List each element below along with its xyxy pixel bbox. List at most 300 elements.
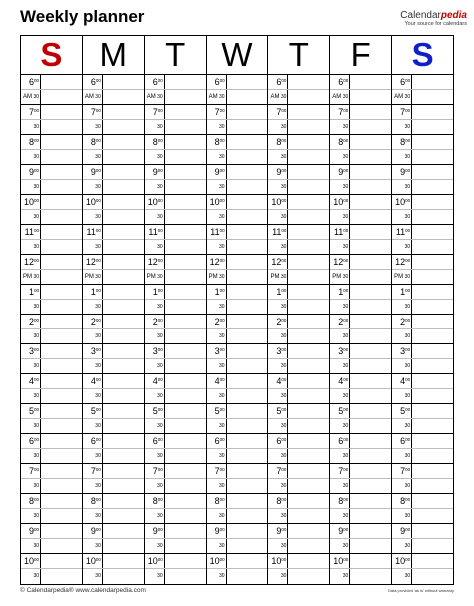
time-slot-half[interactable] (392, 539, 453, 554)
time-slot-hour[interactable] (392, 464, 453, 479)
time-slot-half[interactable] (21, 270, 82, 285)
entry-cell[interactable] (288, 329, 329, 343)
entry-cell[interactable] (227, 434, 268, 448)
time-slot-hour[interactable] (207, 135, 268, 150)
time-slot-hour[interactable] (21, 374, 82, 389)
entry-cell[interactable] (412, 300, 453, 314)
time-slot-hour[interactable] (207, 225, 268, 240)
entry-cell[interactable] (41, 240, 82, 254)
entry-cell[interactable] (412, 524, 453, 538)
entry-cell[interactable] (288, 434, 329, 448)
entry-cell[interactable] (103, 135, 144, 149)
entry-cell[interactable] (103, 344, 144, 358)
time-slot-half[interactable] (268, 120, 329, 135)
entry-cell[interactable] (227, 449, 268, 463)
entry-cell[interactable] (350, 165, 391, 179)
entry-cell[interactable] (41, 90, 82, 104)
time-slot-hour[interactable] (330, 75, 391, 90)
time-slot-hour[interactable] (145, 165, 206, 180)
time-slot-hour[interactable] (268, 524, 329, 539)
entry-cell[interactable] (350, 285, 391, 299)
time-slot-hour[interactable] (21, 285, 82, 300)
time-slot-hour[interactable] (21, 165, 82, 180)
entry-cell[interactable] (350, 135, 391, 149)
entry-cell[interactable] (412, 449, 453, 463)
time-slot-half[interactable] (392, 449, 453, 464)
entry-cell[interactable] (412, 180, 453, 194)
time-slot-hour[interactable] (83, 285, 144, 300)
time-slot-half[interactable] (145, 539, 206, 554)
time-slot-half[interactable] (21, 359, 82, 374)
entry-cell[interactable] (41, 285, 82, 299)
entry-cell[interactable] (227, 105, 268, 119)
time-slot-half[interactable] (21, 569, 82, 584)
time-slot-hour[interactable] (392, 195, 453, 210)
time-slot-hour[interactable] (21, 464, 82, 479)
entry-cell[interactable] (412, 329, 453, 343)
time-slot-half[interactable] (207, 509, 268, 524)
time-slot-hour[interactable] (207, 255, 268, 270)
entry-cell[interactable] (103, 300, 144, 314)
entry-cell[interactable] (103, 509, 144, 523)
time-slot-half[interactable] (21, 90, 82, 105)
entry-cell[interactable] (288, 344, 329, 358)
time-slot-half[interactable] (145, 90, 206, 105)
entry-cell[interactable] (103, 105, 144, 119)
entry-cell[interactable] (350, 90, 391, 104)
time-slot-half[interactable] (145, 120, 206, 135)
time-slot-hour[interactable] (268, 404, 329, 419)
entry-cell[interactable] (227, 389, 268, 403)
entry-cell[interactable] (165, 105, 206, 119)
time-slot-hour[interactable] (83, 554, 144, 569)
time-slot-half[interactable] (268, 389, 329, 404)
entry-cell[interactable] (103, 120, 144, 134)
entry-cell[interactable] (288, 554, 329, 568)
time-slot-half[interactable] (21, 120, 82, 135)
entry-cell[interactable] (412, 285, 453, 299)
time-slot-hour[interactable] (21, 225, 82, 240)
time-slot-hour[interactable] (207, 554, 268, 569)
time-slot-hour[interactable] (83, 524, 144, 539)
time-slot-half[interactable] (392, 120, 453, 135)
entry-cell[interactable] (165, 240, 206, 254)
entry-cell[interactable] (227, 464, 268, 478)
entry-cell[interactable] (288, 75, 329, 89)
time-slot-half[interactable] (268, 539, 329, 554)
entry-cell[interactable] (103, 449, 144, 463)
time-slot-hour[interactable] (21, 195, 82, 210)
entry-cell[interactable] (103, 464, 144, 478)
time-slot-half[interactable] (268, 180, 329, 195)
entry-cell[interactable] (350, 105, 391, 119)
entry-cell[interactable] (103, 150, 144, 164)
entry-cell[interactable] (165, 569, 206, 584)
time-slot-half[interactable] (145, 419, 206, 434)
entry-cell[interactable] (227, 135, 268, 149)
entry-cell[interactable] (41, 180, 82, 194)
entry-cell[interactable] (350, 195, 391, 209)
time-slot-hour[interactable] (83, 165, 144, 180)
time-slot-half[interactable] (21, 300, 82, 315)
entry-cell[interactable] (165, 464, 206, 478)
time-slot-hour[interactable] (330, 524, 391, 539)
time-slot-hour[interactable] (330, 195, 391, 210)
time-slot-hour[interactable] (83, 195, 144, 210)
entry-cell[interactable] (288, 404, 329, 418)
time-slot-hour[interactable] (268, 344, 329, 359)
entry-cell[interactable] (412, 419, 453, 433)
entry-cell[interactable] (412, 135, 453, 149)
entry-cell[interactable] (165, 120, 206, 134)
time-slot-half[interactable] (21, 329, 82, 344)
entry-cell[interactable] (103, 225, 144, 239)
entry-cell[interactable] (165, 255, 206, 269)
time-slot-hour[interactable] (83, 404, 144, 419)
entry-cell[interactable] (41, 464, 82, 478)
time-slot-half[interactable] (21, 180, 82, 195)
entry-cell[interactable] (412, 105, 453, 119)
entry-cell[interactable] (227, 90, 268, 104)
time-slot-half[interactable] (21, 150, 82, 165)
entry-cell[interactable] (227, 210, 268, 224)
time-slot-hour[interactable] (330, 225, 391, 240)
time-slot-half[interactable] (392, 479, 453, 494)
time-slot-half[interactable] (330, 180, 391, 195)
time-slot-hour[interactable] (145, 554, 206, 569)
time-slot-hour[interactable] (330, 105, 391, 120)
entry-cell[interactable] (165, 225, 206, 239)
entry-cell[interactable] (165, 539, 206, 553)
entry-cell[interactable] (41, 315, 82, 329)
entry-cell[interactable] (227, 255, 268, 269)
time-slot-half[interactable] (207, 569, 268, 584)
entry-cell[interactable] (165, 344, 206, 358)
time-slot-half[interactable] (83, 120, 144, 135)
time-slot-hour[interactable] (268, 105, 329, 120)
time-slot-half[interactable] (392, 300, 453, 315)
entry-cell[interactable] (165, 195, 206, 209)
time-slot-hour[interactable] (392, 554, 453, 569)
time-slot-hour[interactable] (207, 404, 268, 419)
time-slot-hour[interactable] (268, 255, 329, 270)
entry-cell[interactable] (165, 494, 206, 508)
entry-cell[interactable] (165, 165, 206, 179)
entry-cell[interactable] (288, 359, 329, 373)
entry-cell[interactable] (41, 165, 82, 179)
time-slot-half[interactable] (207, 449, 268, 464)
entry-cell[interactable] (103, 494, 144, 508)
entry-cell[interactable] (41, 434, 82, 448)
entry-cell[interactable] (412, 344, 453, 358)
entry-cell[interactable] (165, 329, 206, 343)
time-slot-half[interactable] (145, 329, 206, 344)
entry-cell[interactable] (350, 300, 391, 314)
time-slot-half[interactable] (392, 569, 453, 584)
entry-cell[interactable] (103, 90, 144, 104)
entry-cell[interactable] (165, 180, 206, 194)
time-slot-hour[interactable] (268, 464, 329, 479)
time-slot-half[interactable] (330, 329, 391, 344)
entry-cell[interactable] (350, 180, 391, 194)
entry-cell[interactable] (412, 479, 453, 493)
time-slot-hour[interactable] (330, 494, 391, 509)
time-slot-hour[interactable] (330, 255, 391, 270)
time-slot-hour[interactable] (392, 524, 453, 539)
time-slot-half[interactable] (145, 240, 206, 255)
time-slot-half[interactable] (207, 120, 268, 135)
entry-cell[interactable] (227, 569, 268, 584)
entry-cell[interactable] (165, 90, 206, 104)
time-slot-hour[interactable] (145, 285, 206, 300)
time-slot-hour[interactable] (207, 374, 268, 389)
entry-cell[interactable] (412, 270, 453, 284)
entry-cell[interactable] (350, 479, 391, 493)
entry-cell[interactable] (288, 374, 329, 388)
entry-cell[interactable] (288, 419, 329, 433)
time-slot-half[interactable] (83, 539, 144, 554)
time-slot-half[interactable] (392, 180, 453, 195)
time-slot-hour[interactable] (392, 494, 453, 509)
time-slot-half[interactable] (83, 509, 144, 524)
time-slot-hour[interactable] (392, 315, 453, 330)
time-slot-half[interactable] (83, 240, 144, 255)
time-slot-hour[interactable] (207, 315, 268, 330)
entry-cell[interactable] (103, 389, 144, 403)
brand-logo[interactable] (400, 10, 467, 28)
entry-cell[interactable] (350, 464, 391, 478)
time-slot-hour[interactable] (268, 225, 329, 240)
entry-cell[interactable] (350, 150, 391, 164)
time-slot-hour[interactable] (83, 255, 144, 270)
entry-cell[interactable] (165, 479, 206, 493)
entry-cell[interactable] (41, 404, 82, 418)
time-slot-half[interactable] (145, 359, 206, 374)
time-slot-hour[interactable] (83, 75, 144, 90)
time-slot-hour[interactable] (145, 524, 206, 539)
entry-cell[interactable] (412, 150, 453, 164)
entry-cell[interactable] (412, 539, 453, 553)
time-slot-hour[interactable] (21, 105, 82, 120)
entry-cell[interactable] (350, 344, 391, 358)
entry-cell[interactable] (41, 359, 82, 373)
entry-cell[interactable] (41, 509, 82, 523)
entry-cell[interactable] (412, 210, 453, 224)
entry-cell[interactable] (288, 539, 329, 553)
entry-cell[interactable] (165, 389, 206, 403)
entry-cell[interactable] (165, 300, 206, 314)
time-slot-hour[interactable] (21, 494, 82, 509)
entry-cell[interactable] (227, 315, 268, 329)
entry-cell[interactable] (165, 150, 206, 164)
time-slot-half[interactable] (392, 90, 453, 105)
entry-cell[interactable] (288, 524, 329, 538)
time-slot-hour[interactable] (83, 225, 144, 240)
time-slot-hour[interactable] (83, 494, 144, 509)
entry-cell[interactable] (412, 165, 453, 179)
time-slot-hour[interactable] (330, 344, 391, 359)
time-slot-half[interactable] (268, 150, 329, 165)
entry-cell[interactable] (227, 494, 268, 508)
time-slot-hour[interactable] (145, 105, 206, 120)
time-slot-hour[interactable] (268, 285, 329, 300)
time-slot-hour[interactable] (330, 554, 391, 569)
time-slot-hour[interactable] (21, 434, 82, 449)
time-slot-half[interactable] (207, 389, 268, 404)
entry-cell[interactable] (165, 285, 206, 299)
time-slot-half[interactable] (330, 300, 391, 315)
time-slot-hour[interactable] (330, 464, 391, 479)
time-slot-hour[interactable] (207, 464, 268, 479)
time-slot-half[interactable] (207, 329, 268, 344)
time-slot-hour[interactable] (145, 255, 206, 270)
time-slot-half[interactable] (21, 419, 82, 434)
entry-cell[interactable] (350, 374, 391, 388)
time-slot-hour[interactable] (392, 165, 453, 180)
time-slot-half[interactable] (330, 539, 391, 554)
time-slot-hour[interactable] (207, 165, 268, 180)
time-slot-half[interactable] (207, 419, 268, 434)
entry-cell[interactable] (412, 240, 453, 254)
time-slot-half[interactable] (330, 210, 391, 225)
time-slot-half[interactable] (145, 509, 206, 524)
time-slot-half[interactable] (207, 180, 268, 195)
time-slot-half[interactable] (268, 329, 329, 344)
time-slot-hour[interactable] (392, 135, 453, 150)
entry-cell[interactable] (165, 359, 206, 373)
entry-cell[interactable] (165, 404, 206, 418)
time-slot-half[interactable] (83, 449, 144, 464)
entry-cell[interactable] (412, 75, 453, 89)
time-slot-half[interactable] (207, 359, 268, 374)
entry-cell[interactable] (165, 419, 206, 433)
time-slot-hour[interactable] (145, 135, 206, 150)
entry-cell[interactable] (227, 524, 268, 538)
entry-cell[interactable] (350, 225, 391, 239)
entry-cell[interactable] (288, 464, 329, 478)
entry-cell[interactable] (103, 374, 144, 388)
entry-cell[interactable] (350, 509, 391, 523)
time-slot-hour[interactable] (83, 434, 144, 449)
time-slot-half[interactable] (392, 419, 453, 434)
time-slot-hour[interactable] (268, 165, 329, 180)
time-slot-half[interactable] (268, 210, 329, 225)
entry-cell[interactable] (103, 329, 144, 343)
entry-cell[interactable] (227, 270, 268, 284)
entry-cell[interactable] (165, 434, 206, 448)
entry-cell[interactable] (227, 120, 268, 134)
time-slot-hour[interactable] (145, 464, 206, 479)
time-slot-hour[interactable] (145, 344, 206, 359)
entry-cell[interactable] (350, 389, 391, 403)
time-slot-half[interactable] (83, 210, 144, 225)
entry-cell[interactable] (165, 270, 206, 284)
time-slot-half[interactable] (330, 389, 391, 404)
entry-cell[interactable] (103, 404, 144, 418)
time-slot-half[interactable] (21, 539, 82, 554)
entry-cell[interactable] (227, 359, 268, 373)
entry-cell[interactable] (227, 419, 268, 433)
time-slot-half[interactable] (330, 359, 391, 374)
entry-cell[interactable] (165, 135, 206, 149)
time-slot-half[interactable] (83, 359, 144, 374)
entry-cell[interactable] (103, 419, 144, 433)
entry-cell[interactable] (288, 300, 329, 314)
entry-cell[interactable] (288, 285, 329, 299)
entry-cell[interactable] (227, 554, 268, 568)
time-slot-hour[interactable] (207, 105, 268, 120)
entry-cell[interactable] (412, 494, 453, 508)
time-slot-half[interactable] (83, 300, 144, 315)
time-slot-hour[interactable] (392, 374, 453, 389)
entry-cell[interactable] (288, 255, 329, 269)
entry-cell[interactable] (227, 225, 268, 239)
time-slot-half[interactable] (330, 240, 391, 255)
entry-cell[interactable] (227, 165, 268, 179)
time-slot-half[interactable] (83, 329, 144, 344)
time-slot-half[interactable] (330, 419, 391, 434)
entry-cell[interactable] (103, 255, 144, 269)
time-slot-hour[interactable] (83, 344, 144, 359)
time-slot-half[interactable] (330, 90, 391, 105)
time-slot-half[interactable] (145, 300, 206, 315)
time-slot-hour[interactable] (21, 75, 82, 90)
entry-cell[interactable] (103, 180, 144, 194)
entry-cell[interactable] (350, 524, 391, 538)
time-slot-half[interactable] (207, 270, 268, 285)
time-slot-half[interactable] (207, 539, 268, 554)
entry-cell[interactable] (288, 315, 329, 329)
entry-cell[interactable] (288, 180, 329, 194)
entry-cell[interactable] (41, 419, 82, 433)
time-slot-hour[interactable] (392, 255, 453, 270)
entry-cell[interactable] (412, 90, 453, 104)
entry-cell[interactable] (288, 210, 329, 224)
time-slot-hour[interactable] (392, 404, 453, 419)
entry-cell[interactable] (165, 449, 206, 463)
time-slot-half[interactable] (268, 419, 329, 434)
time-slot-hour[interactable] (21, 404, 82, 419)
entry-cell[interactable] (41, 539, 82, 553)
time-slot-half[interactable] (145, 449, 206, 464)
time-slot-hour[interactable] (207, 344, 268, 359)
time-slot-half[interactable] (83, 569, 144, 584)
time-slot-half[interactable] (145, 270, 206, 285)
entry-cell[interactable] (350, 419, 391, 433)
time-slot-hour[interactable] (268, 554, 329, 569)
entry-cell[interactable] (103, 210, 144, 224)
entry-cell[interactable] (41, 374, 82, 388)
entry-cell[interactable] (227, 539, 268, 553)
time-slot-hour[interactable] (83, 374, 144, 389)
entry-cell[interactable] (350, 75, 391, 89)
entry-cell[interactable] (288, 90, 329, 104)
entry-cell[interactable] (103, 270, 144, 284)
entry-cell[interactable] (103, 554, 144, 568)
time-slot-half[interactable] (330, 150, 391, 165)
entry-cell[interactable] (227, 509, 268, 523)
entry-cell[interactable] (350, 270, 391, 284)
entry-cell[interactable] (227, 195, 268, 209)
time-slot-hour[interactable] (268, 315, 329, 330)
entry-cell[interactable] (165, 315, 206, 329)
entry-cell[interactable] (227, 479, 268, 493)
time-slot-half[interactable] (268, 90, 329, 105)
time-slot-hour[interactable] (145, 75, 206, 90)
time-slot-hour[interactable] (145, 195, 206, 210)
time-slot-hour[interactable] (145, 434, 206, 449)
time-slot-hour[interactable] (207, 285, 268, 300)
